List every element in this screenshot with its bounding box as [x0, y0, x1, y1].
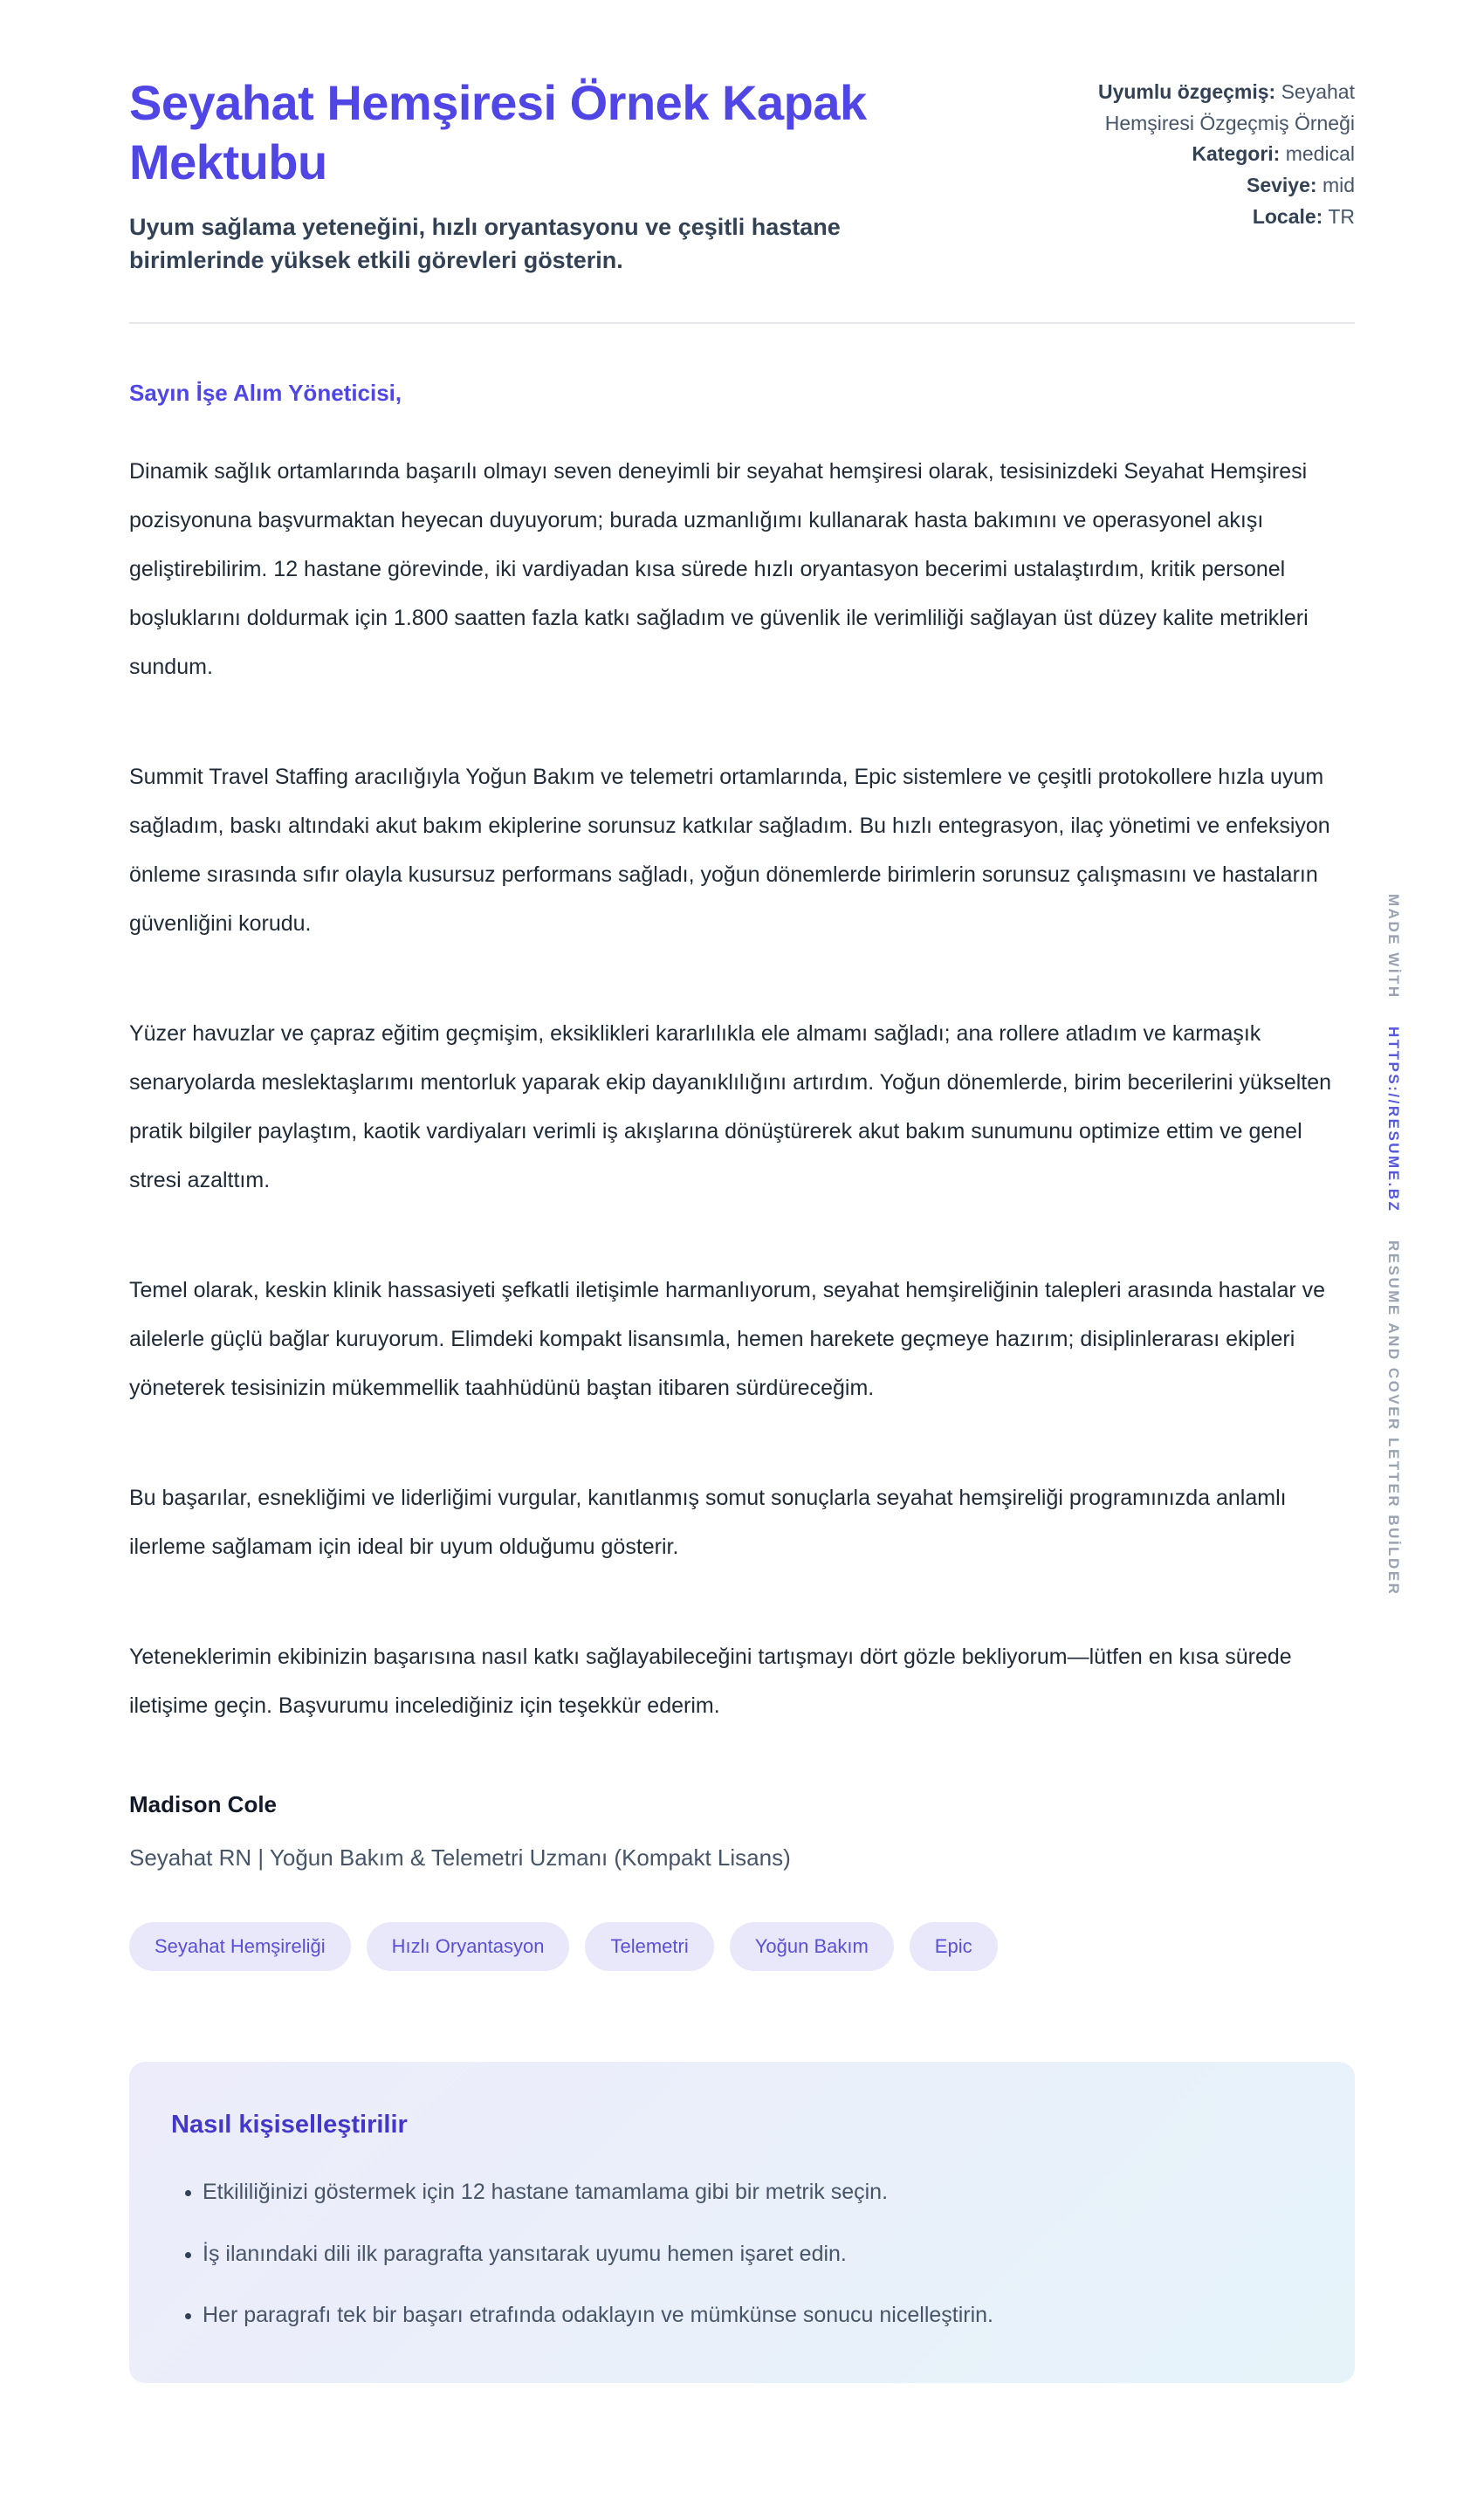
letter-paragraph: Yeteneklerimin ekibinizin başarısına nasıl katkı sağlayabileceğini tartışmayı dört gözle bekliyorum—lütfen en kısa sürede iletişime geçin. Başvurumu incelediğiniz için teşekkür ederim. [129, 1645, 1292, 1719]
letter-paragraph: Summit Travel Staffing aracılığıyla Yoğun Bakım ve telemetri ortamlarında, Epic sistemlere ve çeşitli protokollere hızla uyum sağladım, baskı altındaki akut bakım ekiplerine sorunsuz katkılar sağladım. Bu hızlı entegrasyon, ilaç yönetimi ve enfeksiyon önleme sırasında sıfır olayla kusursuz performans sağladı, yoğun dönemlerde birimlerin sorunsuz çalışmasını ve hastaların güvenliğini korudu. [129, 765, 1330, 937]
tag-list [129, 1922, 1355, 1971]
meta-row-locale [1023, 202, 1355, 233]
tag-pill[interactable]: Seyahat Hemşireliği [129, 1922, 351, 1971]
tag-pill[interactable]: Hızlı Oryantasyon [367, 1922, 570, 1971]
cover-letter-body [129, 380, 1355, 2383]
header-title-block [129, 73, 915, 277]
meta-label: Kategori: [1192, 142, 1281, 166]
watermark-link[interactable]: HTTPS://RESUME.BZ [1385, 1026, 1402, 1213]
meta-panel [1023, 73, 1355, 232]
tips-item: • İş ilanındaki dili ilk paragrafta yansıtarak uyumu hemen işaret edin. [203, 2238, 1313, 2271]
tips-item: • Her paragrafı tek bir başarı etrafında odaklayın ve mümkünse sonucu nicelleştirin. [203, 2299, 1313, 2332]
tips-card [129, 2062, 1355, 2383]
tips-list [171, 2176, 1313, 2332]
meta-row-category [1023, 139, 1355, 170]
letter-paragraph: Yüzer havuzlar ve çapraz eğitim geçmişim, eksiklikleri kararlılıkla ele almamı sağladı; ana rollere atladım ve karmaşık senaryolarda meslektaşlarımı mentorluk yaparak ekip dayanıklılığını artırdım. Yoğun dönemlerde, birim becerilerini yükselten pratik bilgiler paylaştım, kaotik vardiyaları verimli iş akışlarına dönüştürerek akut bakım sunumunu optimize ettim ve genel stresi azalttım. [129, 1021, 1332, 1193]
signature-name: Madison Cole [129, 1791, 278, 1818]
tag-pill[interactable]: Yoğun Bakım [730, 1922, 894, 1971]
meta-label: Locale: [1252, 204, 1323, 228]
tag-pill[interactable]: Epic [910, 1922, 998, 1971]
meta-label: Uyumlu özgeçmiş: [1097, 80, 1276, 103]
watermark-suffix: RESUME AND COVER LETTER BUİLDER [1385, 1240, 1402, 1597]
letter-greeting: Sayın İşe Alım Yöneticisi, [129, 380, 402, 407]
signature-role: Seyahat RN | Yoğun Bakım & Telemetri Uzmanı (Kompakt Lisans) [129, 1844, 791, 1872]
meta-value: medical [1285, 142, 1355, 166]
meta-row-level [1023, 170, 1355, 202]
meta-value: Seyahat Hemşiresi Özgeçmiş Örneği [1104, 80, 1355, 134]
header [129, 73, 1355, 277]
meta-label: Seviye: [1246, 173, 1317, 196]
page-title: Seyahat Hemşiresi Örnek Kapak Mektubu [129, 75, 867, 190]
tag-pill[interactable]: Telemetri [585, 1922, 713, 1971]
meta-value: TR [1328, 204, 1355, 228]
tips-heading: Nasıl kişiselleştirilir [171, 2111, 408, 2139]
tips-item: • Etkililiğinizi göstermek için 12 hastane tamamlama gibi bir metrik seçin. [203, 2176, 1313, 2209]
watermark-prefix: MADE WİTH [1385, 894, 1402, 999]
letter-paragraph: Dinamik sağlık ortamlarında başarılı olmayı seven deneyimli bir seyahat hemşiresi olarak, tesisinizdeki Seyahat Hemşiresi pozisyonuna başvurmaktan heyecan duyuyorum; burada uzmanlığımı kullanarak hasta bakımını ve operasyonel akışı geliştirebilirim. 12 hastane görevinde, iki vardiyadan kısa sürede hızlı oryantasyon becerimi ustalaştırdım, kritik personel boşluklarını doldurmak için 1.800 saatten fazla katkı sağladım ve güvenlik ile verimliliği sağlayan üst düzey kalite metrikleri sundum. [129, 459, 1309, 680]
watermark [1384, 883, 1402, 1606]
meta-row-matching-resume [1023, 77, 1355, 139]
letter-paragraph: Bu başarılar, esnekliğimi ve liderliğimi vurgular, kanıtlanmış somut sonuçlarla seyahat hemşireliği programınızda anlamlı ilerleme sağlamam için ideal bir uyum olduğumu gösterir. [129, 1486, 1287, 1560]
header-divider [129, 322, 1355, 324]
meta-value: mid [1322, 173, 1355, 196]
letter-paragraph: Temel olarak, keskin klinik hassasiyeti şefkatli iletişimle harmanlıyorum, seyahat hemşireliğinin talepleri arasında hastalar ve ailelerle güçlü bağlar kuruyorum. Elimdeki kompakt lisansımla, hemen harekete geçmeye hazırım; disiplinlerarası ekipleri yöneterek tesisinizin mükemmellik taahhüdünü baştan itibaren sürdüreceğim. [129, 1278, 1326, 1401]
page-subtitle: Uyum sağlama yeteneğini, hızlı oryantasyonu ve çeşitli hastane birimlerinde yüksek etkili görevleri gösterin. [129, 213, 841, 273]
